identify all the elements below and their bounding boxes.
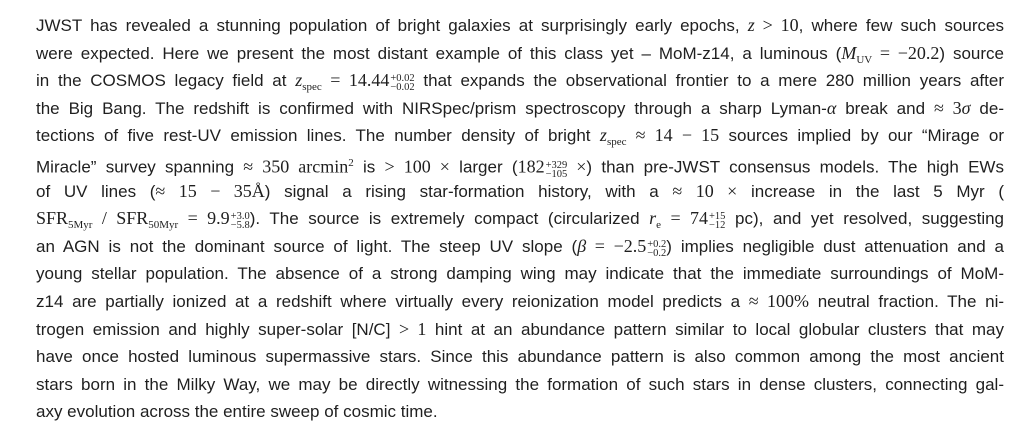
abstract-line-3: in the COSMOS legacy field at $z_{spec} = 14.44$ +0.02 −0.02 that expands the observational frontier to a mere 280 million years after xyxy=(36,70,1004,94)
uv-slope-error: +0.2 −0.2 xyxy=(647,238,667,259)
density-error: +329 −105 xyxy=(545,159,568,178)
abstract-line-15: axy evolution across the entire sweep of cosmic time. xyxy=(36,402,438,422)
abstract-line-5: tections of five rest-UV emission lines. The number density of bright $z_{spec} \approx 14 - 15$ sources implied by our “Mirage or xyxy=(36,125,1004,149)
abstract-line-6: Miracle” survey spanning ≈ 350 arcmin$^2$ is > 100 × larger (182 +329 −105 ×) than pre-JWST consensus models. The high EWs xyxy=(36,156,1004,178)
abstract-line-1: JWST has revealed a stunning population of bright galaxies at surprisingly early epochs, z > 10, where few such sources xyxy=(36,15,1004,35)
abstract-line-4: the Big Bang. The redshift is confirmed with NIRSpec/prism spectroscopy through a sharp Lyman-α break and ≈ 3σ de- xyxy=(36,97,1004,118)
abstract-line-9: an AGN is not the dominant source of light. The steep UV slope (β = −2.5 +0.2 −0.2 ) implies negligible dust attenuation and a xyxy=(36,235,1004,259)
abstract-line-7: of UV lines (≈ 15 − 35Å) signal a rising star-formation history, with a ≈ 10 × increase in the last 5 Myr ( xyxy=(36,180,1004,201)
abstract-line-2: were expected. Here we present the most distant example of this class yet – MoM-z14, a luminous $(M_{UV} = -20.2)$ source xyxy=(36,42,1004,66)
radius-error: +15 −12 xyxy=(708,211,726,232)
redshift-error: +0.02 −0.02 xyxy=(390,73,415,94)
abstract-line-10: young stellar population. The absence of a strong damping wing may indicate that the immediate surroundings of MoM- xyxy=(36,264,1004,284)
abstract-line-14: stars born in the Milky Way, we may be directly witnessing the formation of such stars in dense clusters, connecting gal- xyxy=(36,374,1004,394)
sfr-ratio-error: +3.0 −5.8 xyxy=(230,211,250,232)
abstract-line-11: z14 are partially ionized at a redshift where virtually every reionization model predicts a ≈ 100% neutral fraction. The ni- xyxy=(36,290,1004,311)
abstract-line-12: trogen emission and highly super-solar [N/C] > 1 hint at an abundance pattern similar to local globular clusters that may xyxy=(36,318,1004,339)
abstract-line-13: have once hosted luminous supermassive stars. Since this abundance pattern is also common among the most ancient xyxy=(36,347,1004,367)
abstract-line-8: $SFR_{5Myr} / SFR_{50Myr} = 9.9$ +3.0 −5.8 ). The source is extremely compact (circularized $r_e = 74$ +15 −12 pc), and yet resolved, suggesting xyxy=(36,208,1004,232)
